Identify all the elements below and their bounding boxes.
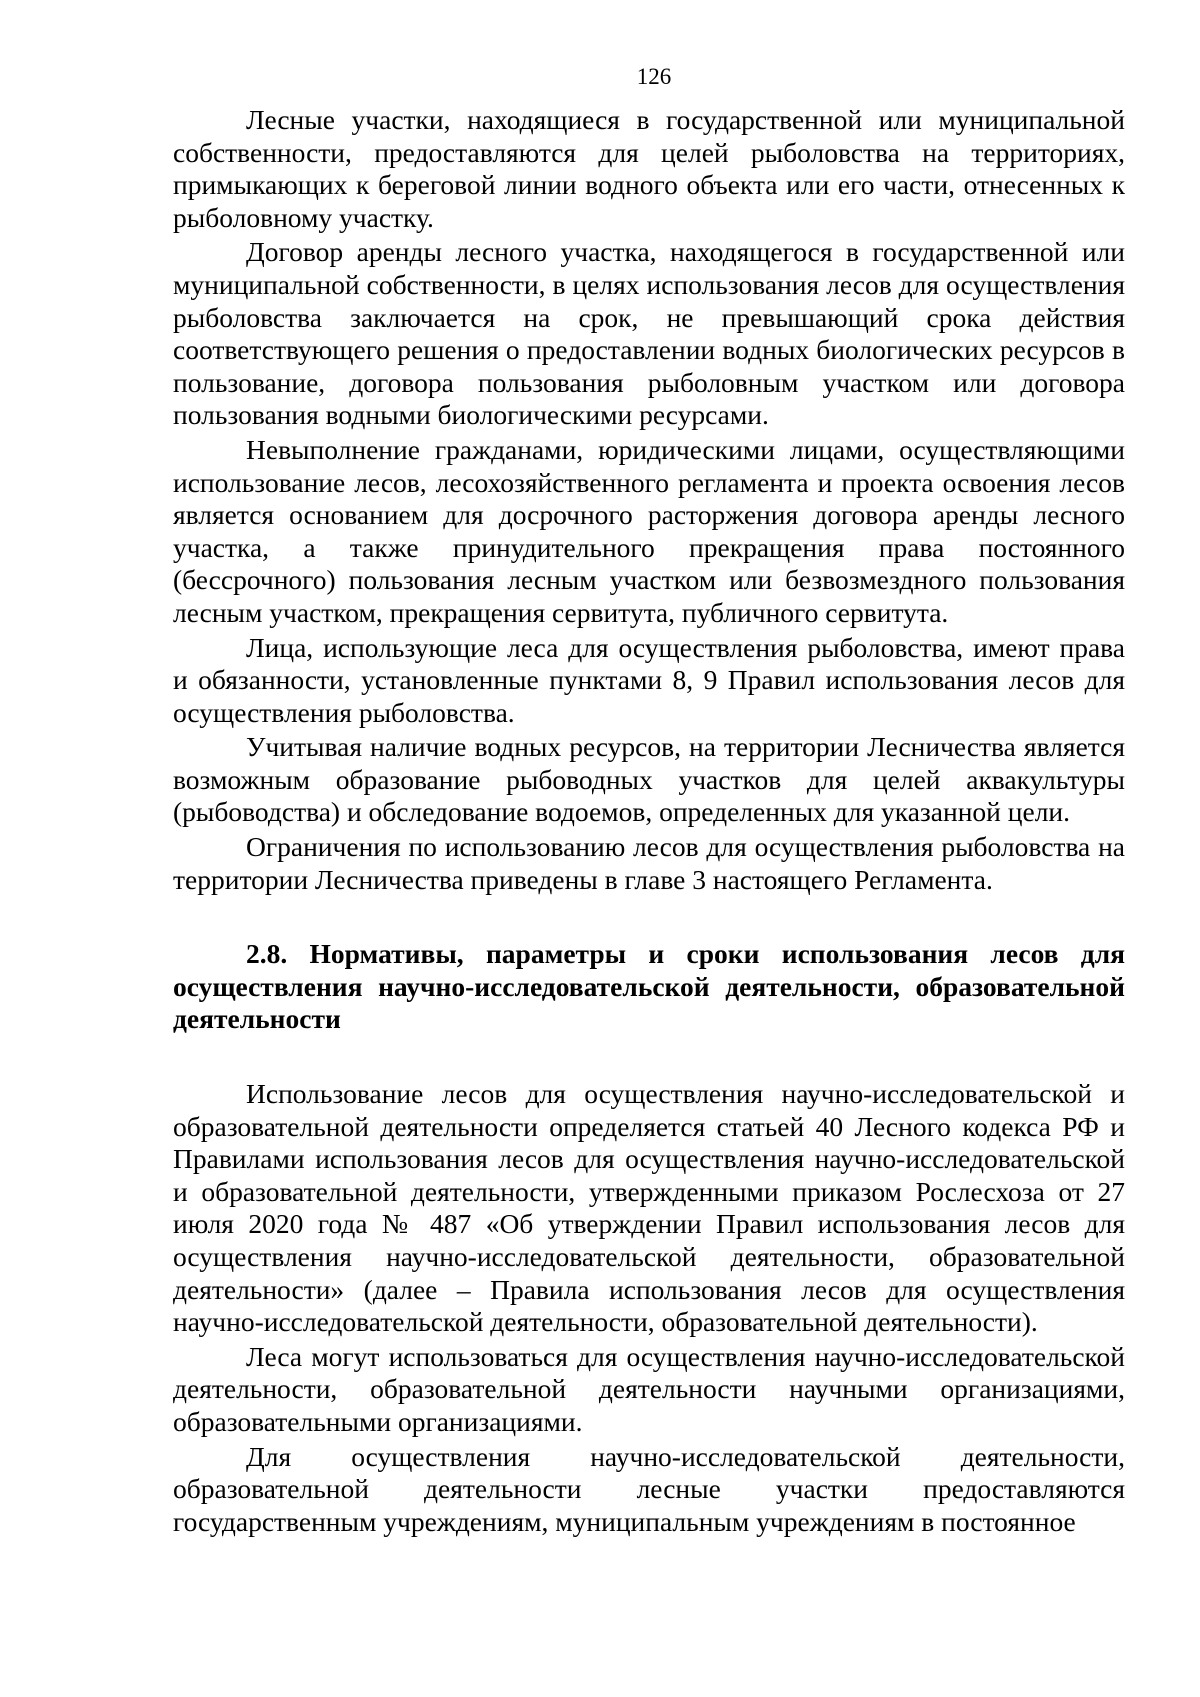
page-number: 126 xyxy=(636,64,672,89)
paragraph-non-compliance: Невыполнение гражданами, юридическими лицами, осуществляющими использование лесов, лесохозяйственного регламента и проекта освоения лесов является основанием для досрочного расторжения договора аренды лесного участка, а также принудительного прекращения права постоянного (бессрочного) пользования лесным участком или безвозмездного пользования лесным участком, прекращения сервитута, публичного сервитута. xyxy=(173,433,1125,628)
paragraph-restrictions: Ограничения по использованию лесов для осуществления рыболовства на территории Лесничества приведены в главе 3 настоящего Регламента. xyxy=(173,831,1125,895)
paragraph-plot-provision: Для осуществления научно-исследовательской деятельности, образовательной деятельности лесные участки предоставляются государственным учреждениям, муниципальным учреждениям в постоянное xyxy=(173,1440,1125,1537)
document-page xyxy=(173,62,1125,1540)
paragraph-forest-users: Леса могут использоваться для осуществления научно-исследовательской деятельности, образовательной деятельности научными организациями, образовательными организациями. xyxy=(173,1340,1125,1437)
paragraph-aquaculture: Учитывая наличие водных ресурсов, на территории Лесничества является возможным образование рыбоводных участков для целей аквакультуры (рыбоводства) и обследование водоемов, определенных для указанной цели. xyxy=(173,731,1125,828)
paragraph-fishing-plots: Лесные участки, находящиеся в государственной или муниципальной собственности, предоставляются для целей рыболовства на территориях, примыкающих к береговой линии водного объекта или его части, отнесенных к рыболовному участку. xyxy=(173,104,1125,233)
paragraph-rights-obligations: Лица, использующие леса для осуществления рыболовства, имеют права и обязанности, установленные пунктами 8, 9 Правил использования лесов для осуществления рыболовства. xyxy=(173,631,1125,728)
section-heading: 2.8. Нормативы, параметры и сроки использования лесов для осуществления научно-исследовательской деятельности, образовательной деятельности xyxy=(173,938,1125,1035)
paragraph-research-use: Использование лесов для осуществления научно-исследовательской и образовательной деятельности определяется статьей 40 Лесного кодекса РФ и Правилами использования лесов для осуществления научно-исследовательской и образовательной деятельности, утвержденными приказом Рослесхоза от 27 июля 2020 года № 487 «Об утверждении Правил использования лесов для осуществления научно-исследовательской деятельности, образовательной деятельности» (далее – Правила использования лесов для осуществления научно-исследовательской деятельности, образовательной деятельности). xyxy=(173,1078,1125,1338)
paragraph-lease-agreement: Договор аренды лесного участка, находящегося в государственной или муниципальной собственности, в целях использования лесов для осуществления рыболовства заключается на срок, не превышающий срока действия соответствующего решения о предоставлении водных биологических ресурсов в пользование, договора пользования рыболовным участком или договора пользования водными биологическими ресурсами. xyxy=(173,236,1125,431)
